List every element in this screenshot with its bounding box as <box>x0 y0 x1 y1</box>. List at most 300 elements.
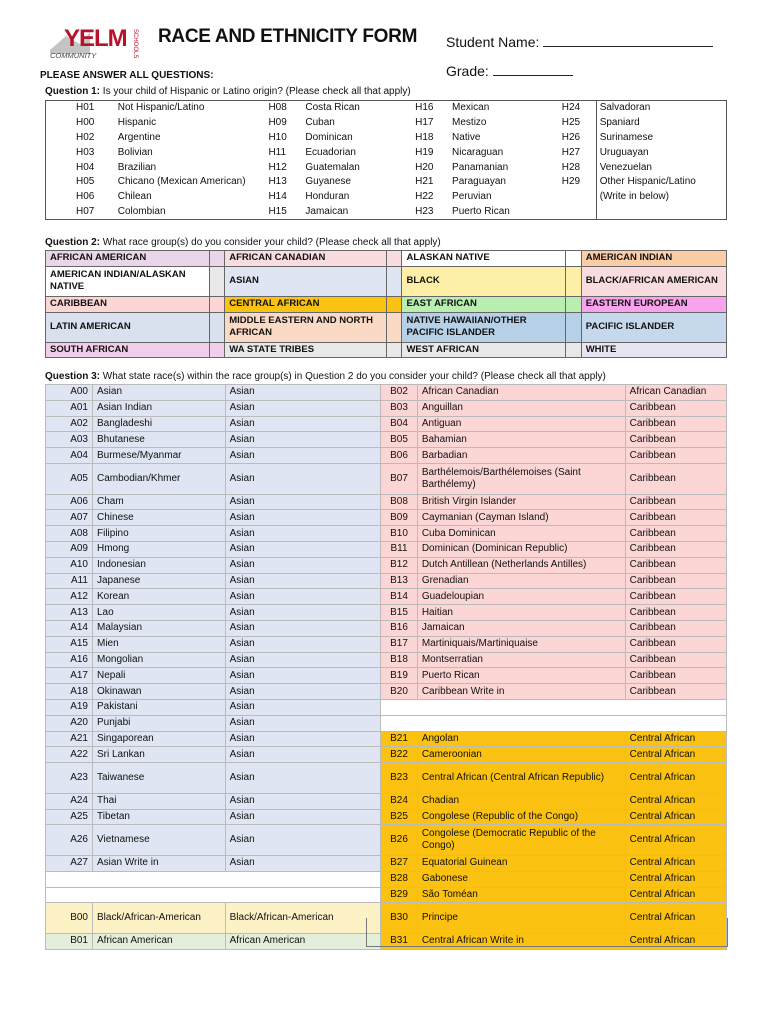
option-code[interactable]: H15 <box>268 205 287 217</box>
option-code[interactable]: H19 <box>415 146 434 158</box>
race-name: Filipino <box>93 526 226 542</box>
race-code[interactable]: B16 <box>381 620 418 636</box>
option-label[interactable]: Uruguayan <box>596 145 726 160</box>
option-label[interactable]: Not Hispanic/Latino <box>117 102 205 114</box>
race-group: Caribbean <box>625 668 726 684</box>
checkbox[interactable] <box>209 296 224 312</box>
empty-cell <box>46 887 381 903</box>
option-label[interactable]: Salvadoran <box>596 101 726 116</box>
race-name: African American <box>93 933 226 949</box>
hispanic-row <box>46 190 727 205</box>
state-race-row <box>46 855 727 871</box>
option-code[interactable]: H21 <box>415 176 434 188</box>
race-name: Cambodian/Khmer <box>93 463 226 494</box>
state-race-table <box>45 384 727 950</box>
checkbox[interactable] <box>566 296 581 312</box>
group-middle-eastern[interactable]: MIDDLE EASTERN AND NORTH AFRICAN <box>225 312 387 342</box>
race-code[interactable]: B29 <box>381 887 418 903</box>
race-group: Black/African-American <box>225 903 381 934</box>
checkbox[interactable] <box>566 266 581 296</box>
race-code[interactable]: A12 <box>46 589 93 605</box>
group-wa-state-tribes[interactable]: WA STATE TRIBES <box>225 342 387 358</box>
race-group: Caribbean <box>625 448 726 464</box>
race-group: African Canadian <box>625 385 726 401</box>
state-race-row <box>46 448 727 464</box>
race-name: Equatorial Guinean <box>417 855 625 871</box>
race-group: Asian <box>225 825 381 856</box>
race-code[interactable]: B07 <box>381 463 418 494</box>
race-group: Caribbean <box>625 541 726 557</box>
checkbox[interactable] <box>209 251 224 267</box>
option-label[interactable]: Mestizo <box>452 117 487 129</box>
state-race-row <box>46 589 727 605</box>
option-code[interactable] <box>558 205 596 220</box>
group-american-indian-alaskan-native[interactable]: AMERICAN INDIAN/ALASKAN NATIVE <box>46 266 210 296</box>
option-label[interactable]: Cuban <box>305 117 335 129</box>
race-code[interactable]: A04 <box>46 448 93 464</box>
option-code[interactable]: H18 <box>415 131 434 143</box>
state-race-row <box>46 510 727 526</box>
race-group: African American <box>225 933 381 949</box>
race-group: Central African <box>625 825 726 856</box>
checkbox[interactable] <box>387 266 402 296</box>
option-label[interactable]: Native <box>452 131 481 143</box>
race-name: Caribbean Write in <box>417 684 625 700</box>
option-code[interactable]: H14 <box>268 191 287 203</box>
option-label[interactable]: Costa Rican <box>305 102 360 114</box>
option-label[interactable]: Jamaican <box>305 205 349 217</box>
option-label[interactable]: Honduran <box>305 191 350 203</box>
race-group: Asian <box>225 526 381 542</box>
state-race-row <box>46 557 727 573</box>
option-code[interactable]: H06 <box>76 191 95 203</box>
race-code[interactable]: B22 <box>381 747 418 763</box>
race-group: Asian <box>225 541 381 557</box>
race-code[interactable]: B02 <box>381 385 418 401</box>
hispanic-row <box>46 160 727 175</box>
race-name: Grenadian <box>417 573 625 589</box>
hispanic-row <box>46 101 727 116</box>
group-pacific-islander[interactable]: PACIFIC ISLANDER <box>581 312 726 342</box>
student-name-field[interactable] <box>446 32 713 50</box>
race-code[interactable]: A00 <box>46 385 93 401</box>
race-group: Caribbean <box>625 684 726 700</box>
option-code[interactable] <box>558 190 596 205</box>
race-code[interactable]: B31 <box>381 933 418 949</box>
question-1: Question 1: Is your child of Hispanic or Latino origin? (Please check all that apply) <box>45 86 411 97</box>
race-code[interactable]: A13 <box>46 605 93 621</box>
option-code[interactable]: H26 <box>561 131 581 143</box>
race-name: Central African (Central African Republic) <box>417 763 625 794</box>
race-code[interactable]: B30 <box>381 903 418 934</box>
checkbox[interactable] <box>566 342 581 358</box>
group-african-canadian[interactable]: AFRICAN CANADIAN <box>225 251 387 267</box>
race-code[interactable]: B08 <box>381 494 418 510</box>
option-code[interactable]: H23 <box>415 205 434 217</box>
race-group: Central African <box>625 747 726 763</box>
race-code[interactable]: B23 <box>381 763 418 794</box>
option-code[interactable]: H09 <box>268 117 287 129</box>
race-code[interactable]: A15 <box>46 636 93 652</box>
option-code[interactable]: H12 <box>268 161 287 173</box>
option-label[interactable]: Guyanese <box>305 176 351 188</box>
race-group: Asian <box>225 855 381 871</box>
state-race-row <box>46 652 727 668</box>
state-race-row <box>46 825 727 856</box>
race-name: Mien <box>93 636 226 652</box>
race-code[interactable]: A23 <box>46 763 93 794</box>
race-name: African Canadian <box>417 385 625 401</box>
race-group: Asian <box>225 763 381 794</box>
race-code[interactable]: B25 <box>381 809 418 825</box>
race-code[interactable]: B19 <box>381 668 418 684</box>
option-label[interactable]: Panamanian <box>452 161 509 173</box>
state-race-row <box>46 715 727 731</box>
race-name: Caymanian (Cayman Island) <box>417 510 625 526</box>
race-code[interactable]: B04 <box>381 416 418 432</box>
group-latin-american[interactable]: LATIN AMERICAN <box>46 312 210 342</box>
checkbox[interactable] <box>387 296 402 312</box>
state-race-row <box>46 573 727 589</box>
option-label[interactable]: Chilean <box>117 191 152 203</box>
race-group-table <box>45 250 727 358</box>
race-code[interactable]: A25 <box>46 809 93 825</box>
question-2: Question 2: What race group(s) do you consider your child? (Please check all that apply) <box>45 237 441 248</box>
race-code[interactable]: B27 <box>381 855 418 871</box>
option-label[interactable]: (Write in below) <box>596 190 726 205</box>
option-label[interactable]: Paraguayan <box>452 176 506 188</box>
write-in-box[interactable] <box>366 918 728 947</box>
race-code[interactable]: B15 <box>381 605 418 621</box>
race-name: Singaporean <box>93 731 226 747</box>
race-group: Asian <box>225 557 381 573</box>
option-code[interactable]: H02 <box>76 131 95 143</box>
option-label[interactable]: Hispanic <box>117 117 157 129</box>
race-group: Caribbean <box>625 589 726 605</box>
race-group: Asian <box>225 400 381 416</box>
group-asian[interactable]: ASIAN <box>225 266 387 296</box>
checkbox[interactable] <box>209 342 224 358</box>
empty-cell <box>381 715 727 731</box>
race-code[interactable]: A05 <box>46 463 93 494</box>
option-label[interactable] <box>596 205 726 220</box>
race-code[interactable]: B05 <box>381 432 418 448</box>
race-name: Cameroonian <box>417 747 625 763</box>
option-code[interactable]: H13 <box>268 176 287 188</box>
state-race-row <box>46 541 727 557</box>
race-code[interactable]: B14 <box>381 589 418 605</box>
race-code[interactable]: B17 <box>381 636 418 652</box>
option-code[interactable]: H17 <box>415 117 434 129</box>
race-group: Asian <box>225 715 381 731</box>
checkbox[interactable] <box>387 251 402 267</box>
race-group: Asian <box>225 684 381 700</box>
race-code[interactable]: A27 <box>46 855 93 871</box>
race-name: Martiniquais/Martiniquaise <box>417 636 625 652</box>
state-race-row <box>46 463 727 494</box>
state-race-row <box>46 684 727 700</box>
race-group: Caribbean <box>625 573 726 589</box>
race-group: Asian <box>225 793 381 809</box>
option-code[interactable]: H11 <box>268 146 287 158</box>
option-code[interactable]: H28 <box>561 161 581 173</box>
option-label[interactable]: Peruvian <box>452 191 492 203</box>
race-name: Barbadian <box>417 448 625 464</box>
grade-line[interactable] <box>493 61 573 76</box>
state-race-row <box>46 400 727 416</box>
race-code[interactable]: A24 <box>46 793 93 809</box>
option-code[interactable]: H05 <box>76 176 95 188</box>
race-code[interactable]: B20 <box>381 684 418 700</box>
race-group: Asian <box>225 589 381 605</box>
checkbox[interactable] <box>566 251 581 267</box>
race-group: Caribbean <box>625 432 726 448</box>
race-name: Punjabi <box>93 715 226 731</box>
race-code[interactable]: B00 <box>46 903 93 934</box>
race-group: Asian <box>225 463 381 494</box>
race-code[interactable]: B26 <box>381 825 418 856</box>
option-code[interactable]: H29 <box>561 176 581 188</box>
option-code[interactable]: H25 <box>561 117 581 129</box>
state-race-row <box>46 432 727 448</box>
race-group: Caribbean <box>625 620 726 636</box>
race-code[interactable]: B12 <box>381 557 418 573</box>
option-label[interactable]: Spaniard <box>596 116 726 131</box>
group-west-african[interactable]: WEST AFRICAN <box>402 342 566 358</box>
race-name: Puerto Rican <box>417 668 625 684</box>
race-code[interactable]: A11 <box>46 573 93 589</box>
race-name: Bhutanese <box>93 432 226 448</box>
race-group: Asian <box>225 620 381 636</box>
race-code[interactable]: B13 <box>381 573 418 589</box>
race-name: Korean <box>93 589 226 605</box>
race-code[interactable]: B09 <box>381 510 418 526</box>
race-group: Central African <box>625 933 726 949</box>
race-name: Indonesian <box>93 557 226 573</box>
race-code[interactable]: A08 <box>46 526 93 542</box>
race-code[interactable]: B24 <box>381 793 418 809</box>
option-label[interactable]: Ecuadorian <box>305 146 356 158</box>
race-code[interactable]: A01 <box>46 400 93 416</box>
race-code[interactable]: B01 <box>46 933 93 949</box>
race-name: Anguillan <box>417 400 625 416</box>
group-american-indian[interactable]: AMERICAN INDIAN <box>581 251 726 267</box>
option-label[interactable]: Colombian <box>117 205 166 217</box>
race-code[interactable]: A03 <box>46 432 93 448</box>
state-race-row <box>46 809 727 825</box>
race-group: Central African <box>625 855 726 871</box>
race-code[interactable]: A19 <box>46 699 93 715</box>
race-name: Montserratian <box>417 652 625 668</box>
race-name: São Toméan <box>417 887 625 903</box>
race-name: Principe <box>417 903 625 934</box>
race-name: Japanese <box>93 573 226 589</box>
option-code[interactable]: H20 <box>415 161 434 173</box>
option-label[interactable]: Brazilian <box>117 161 157 173</box>
checkbox[interactable] <box>209 312 224 342</box>
state-race-row <box>46 871 727 887</box>
race-code[interactable]: B21 <box>381 731 418 747</box>
option-label[interactable]: Other Hispanic/Latino <box>596 175 726 190</box>
state-race-row <box>46 793 727 809</box>
grade-field[interactable] <box>446 61 573 79</box>
checkbox[interactable] <box>209 266 224 296</box>
race-group: Central African <box>625 871 726 887</box>
state-race-row <box>46 636 727 652</box>
group-black-african-american[interactable]: BLACK/AFRICAN AMERICAN <box>581 266 726 296</box>
race-name: Burmese/Myanmar <box>93 448 226 464</box>
empty-cell <box>46 871 381 887</box>
option-label[interactable]: Nicaraguan <box>452 146 504 158</box>
hispanic-row <box>46 145 727 160</box>
race-code[interactable]: A06 <box>46 494 93 510</box>
group-caribbean[interactable]: CARIBBEAN <box>46 296 210 312</box>
state-race-row <box>46 731 727 747</box>
race-group: Central African <box>625 887 726 903</box>
group-white[interactable]: WHITE <box>581 342 726 358</box>
state-race-row <box>46 747 727 763</box>
option-label[interactable]: Venezuelan <box>596 160 726 175</box>
race-code[interactable]: A21 <box>46 731 93 747</box>
race-group: Asian <box>225 636 381 652</box>
race-name: Okinawan <box>93 684 226 700</box>
race-name: Taiwanese <box>93 763 226 794</box>
option-label[interactable]: Chicano (Mexican American) <box>117 176 246 188</box>
race-group: Asian <box>225 652 381 668</box>
group-south-african[interactable]: SOUTH AFRICAN <box>46 342 210 358</box>
hispanic-row <box>46 175 727 190</box>
race-code[interactable]: A02 <box>46 416 93 432</box>
state-race-row <box>46 385 727 401</box>
race-group: Central African <box>625 809 726 825</box>
checkbox[interactable] <box>387 312 402 342</box>
race-code[interactable]: A10 <box>46 557 93 573</box>
checkbox[interactable] <box>387 342 402 358</box>
race-group: Asian <box>225 747 381 763</box>
group-eastern-european[interactable]: EASTERN EUROPEAN <box>581 296 726 312</box>
race-name: Cham <box>93 494 226 510</box>
option-label[interactable]: Puerto Rican <box>452 205 510 217</box>
checkbox[interactable] <box>566 312 581 342</box>
option-code[interactable]: H24 <box>561 102 581 114</box>
race-code[interactable]: A22 <box>46 747 93 763</box>
race-group: Central African <box>625 903 726 934</box>
group-african-american[interactable]: AFRICAN AMERICAN <box>46 251 210 267</box>
svg-text:COMMUNITY: COMMUNITY <box>50 51 97 60</box>
race-group: Asian <box>225 432 381 448</box>
race-name: Cuba Dominican <box>417 526 625 542</box>
option-label[interactable]: Bolivian <box>117 146 153 158</box>
state-race-row <box>46 668 727 684</box>
race-code[interactable]: B03 <box>381 400 418 416</box>
race-code[interactable]: A14 <box>46 620 93 636</box>
race-group: Caribbean <box>625 605 726 621</box>
race-name: Lao <box>93 605 226 621</box>
race-name: Asian Write in <box>93 855 226 871</box>
option-code[interactable]: H04 <box>76 161 95 173</box>
race-group: Central African <box>625 763 726 794</box>
race-name: Guadeloupian <box>417 589 625 605</box>
group-alaskan-native[interactable]: ALASKAN NATIVE <box>402 251 566 267</box>
race-group: Caribbean <box>625 557 726 573</box>
option-code[interactable]: H01 <box>76 102 95 114</box>
race-name: Sri Lankan <box>93 747 226 763</box>
option-label[interactable]: Argentine <box>117 131 161 143</box>
race-group: Caribbean <box>625 416 726 432</box>
option-code[interactable]: H27 <box>561 146 581 158</box>
race-code[interactable]: A09 <box>46 541 93 557</box>
race-group: Asian <box>225 448 381 464</box>
grade-label: Grade: <box>446 63 489 79</box>
state-race-row <box>46 763 727 794</box>
option-code[interactable]: H03 <box>76 146 95 158</box>
option-code[interactable]: H22 <box>415 191 434 203</box>
student-name-line[interactable] <box>543 32 713 47</box>
race-group: Asian <box>225 809 381 825</box>
race-group: Caribbean <box>625 652 726 668</box>
group-central-african[interactable]: CENTRAL AFRICAN <box>225 296 387 312</box>
group-black[interactable]: BLACK <box>402 266 566 296</box>
race-group: Central African <box>625 793 726 809</box>
state-race-row <box>46 605 727 621</box>
option-code[interactable]: H08 <box>268 102 287 114</box>
race-name: Bahamian <box>417 432 625 448</box>
option-code[interactable]: H10 <box>268 131 287 143</box>
race-code[interactable]: A18 <box>46 684 93 700</box>
race-name: Gabonese <box>417 871 625 887</box>
option-label[interactable]: Dominican <box>305 131 353 143</box>
race-group: Caribbean <box>625 510 726 526</box>
race-code[interactable]: A16 <box>46 652 93 668</box>
empty-cell <box>381 699 727 715</box>
race-code[interactable]: B06 <box>381 448 418 464</box>
race-name: Central African Write in <box>417 933 625 949</box>
race-code[interactable]: A17 <box>46 668 93 684</box>
race-code[interactable]: A20 <box>46 715 93 731</box>
student-name-label: Student Name: <box>446 34 540 50</box>
race-group: Asian <box>225 494 381 510</box>
option-label[interactable]: Mexican <box>452 102 490 114</box>
race-code[interactable]: B28 <box>381 871 418 887</box>
race-group: Caribbean <box>625 494 726 510</box>
race-code[interactable]: B11 <box>381 541 418 557</box>
svg-text:SCHOOLS: SCHOOLS <box>132 29 138 59</box>
option-code[interactable]: H16 <box>415 102 434 114</box>
race-code[interactable]: B10 <box>381 526 418 542</box>
option-code[interactable]: H00 <box>76 117 95 129</box>
race-group: Asian <box>225 605 381 621</box>
race-name: Dutch Antillean (Netherlands Antilles) <box>417 557 625 573</box>
option-label[interactable]: Surinamese <box>596 131 726 146</box>
state-race-row <box>46 887 727 903</box>
hispanic-row <box>46 116 727 131</box>
race-code[interactable]: A07 <box>46 510 93 526</box>
group-east-african[interactable]: EAST AFRICAN <box>402 296 566 312</box>
option-label[interactable]: Guatemalan <box>305 161 360 173</box>
race-code[interactable]: B18 <box>381 652 418 668</box>
group-native-hawaiian[interactable]: NATIVE HAWAIIAN/OTHER PACIFIC ISLANDER <box>402 312 566 342</box>
race-name: Black/African-American <box>93 903 226 934</box>
instructions: PLEASE ANSWER ALL QUESTIONS: <box>40 70 214 81</box>
race-group: Caribbean <box>625 526 726 542</box>
race-name: Asian Indian <box>93 400 226 416</box>
race-code[interactable]: A26 <box>46 825 93 856</box>
race-name: Congolese (Republic of the Congo) <box>417 809 625 825</box>
race-group: Caribbean <box>625 463 726 494</box>
option-code[interactable]: H07 <box>76 205 95 217</box>
race-name: Bangladeshi <box>93 416 226 432</box>
yelm-logo <box>46 20 142 62</box>
